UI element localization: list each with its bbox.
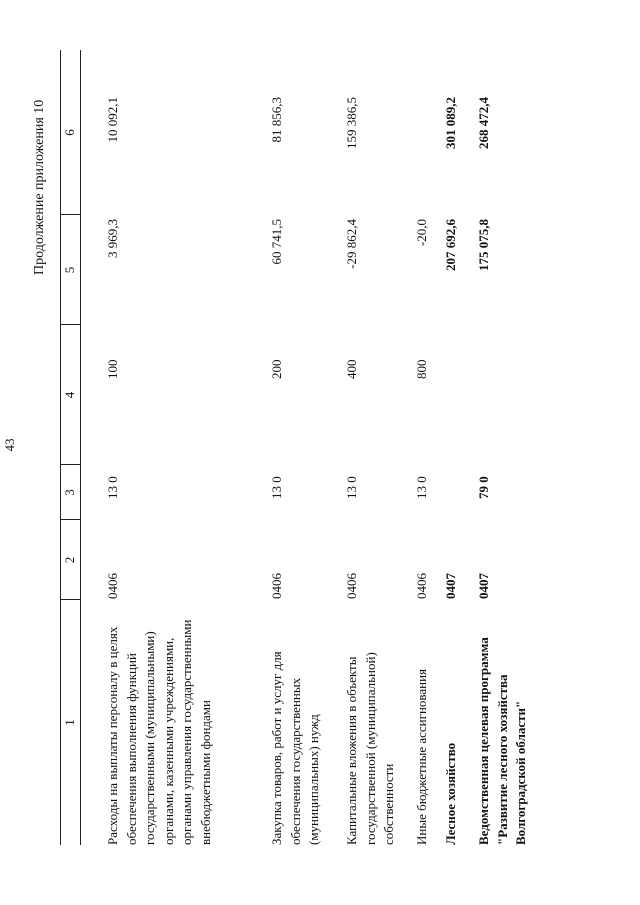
row-6-section: 0407 [476, 573, 491, 599]
row-5-amount-6: 301 089,2 [443, 97, 458, 149]
table-header-bottom-border [80, 50, 81, 845]
row-2-expense-type: 200 [269, 359, 284, 379]
row-1-section: 0406 [105, 573, 120, 599]
row-4-name: Иные бюджетные ассигнования [414, 668, 429, 845]
column-header-2: 2 [62, 556, 77, 564]
row-2-section: 0406 [269, 573, 284, 599]
row-2-amount-5: 60 741,5 [269, 219, 284, 265]
row-1-amount-5: 3 969,3 [105, 219, 120, 258]
row-1-target: 13 0 [105, 476, 120, 499]
row-6-amount-6: 268 472,4 [476, 97, 491, 149]
appendix-title: Продолжение приложения 10 [32, 99, 47, 275]
row-5-amount-5: 207 692,6 [443, 219, 458, 271]
table-top-border [60, 50, 61, 845]
row-1-amount-6: 10 092,1 [105, 97, 120, 143]
row-3-amount-6: 159 386,5 [344, 97, 359, 149]
column-header-3: 3 [62, 489, 77, 496]
row-3-section: 0406 [344, 573, 359, 599]
row-4-section: 0406 [414, 573, 429, 599]
row-5-name: Лесное хозяйство [443, 742, 458, 845]
row-1-name: Расходы на выплаты персоналу в целях обеспечения выполнения функций государственными (муниципальными) органами, казенными учреждениями, органами управления государственными внебюджетными фондами [105, 619, 213, 845]
row-5-section: 0407 [443, 573, 458, 599]
row-3-amount-5: -29 862,4 [344, 219, 359, 269]
column-header-6: 6 [62, 129, 77, 136]
row-1-expense-type: 100 [105, 359, 120, 379]
row-6-name: Ведомственная целевая программа "Развитие лесного хозяйства Волгоградской области" [476, 637, 528, 845]
row-3-expense-type: 400 [344, 359, 359, 379]
row-4-expense-type: 800 [414, 359, 429, 379]
row-6-target: 79 0 [476, 476, 491, 499]
column-header-5: 5 [62, 266, 77, 274]
column-header-4: 4 [62, 391, 77, 399]
row-4-target: 13 0 [414, 476, 429, 499]
row-3-target: 13 0 [344, 476, 359, 499]
row-2-name: Закупка товаров, работ и услуг для обеспечения государственных (муниципальных) нужд [269, 651, 321, 845]
row-4-amount-5: -20,0 [414, 219, 429, 247]
row-2-target: 13 0 [269, 476, 284, 499]
row-6-amount-5: 175 075,8 [476, 219, 491, 271]
column-header-1: 1 [62, 719, 77, 726]
row-3-name: Капитальные вложения в объекты государственной (муниципальной) собственности [344, 652, 396, 845]
row-2-amount-6: 81 856,3 [269, 97, 284, 143]
page-number: 43 [2, 438, 17, 452]
